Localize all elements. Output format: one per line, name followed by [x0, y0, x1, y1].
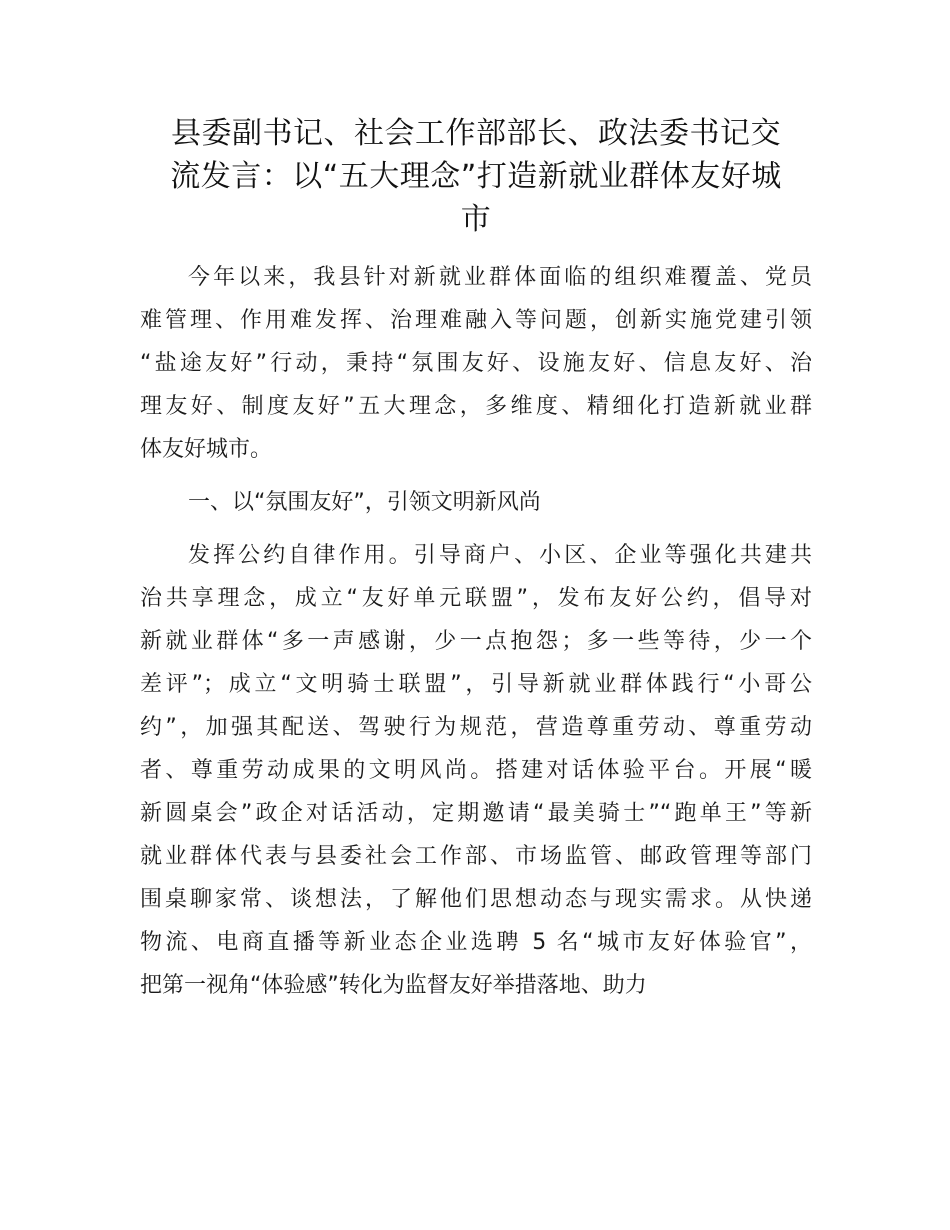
- paragraph-line: 把第一视角“体验感”转化为监督友好举措落地、助力: [140, 973, 647, 998]
- paragraph-line: 体友好城市。: [140, 437, 273, 462]
- paragraph-line: 约”，加强其配送、驾驶行为规范，营造尊重劳动、尊重劳动: [140, 715, 812, 740]
- paragraph-line: 者、尊重劳动成果的文明风尚。搭建对话体验平台。开展“暖: [140, 758, 812, 783]
- paragraph-line: “盐途友好”行动，秉持“氛围友好、设施友好、信息友好、治: [140, 351, 812, 376]
- paragraph-line: 今年以来，我县针对新就业群体面临的组织难覆盖、党员: [188, 265, 812, 290]
- title-line: 市: [460, 202, 492, 237]
- paragraph-line: 就业群体代表与县委社会工作部、市场监管、邮政管理等部门: [140, 844, 812, 869]
- paragraph-line: 差评”；成立“文明骑士联盟”，引导新就业群体践行“小哥公: [140, 672, 812, 697]
- paragraph-section-one: [140, 534, 812, 1007]
- paragraph-line: 物流、电商直播等新业态企业选聘 5 名“城市友好体验官”，: [140, 930, 812, 955]
- title-line: 县委副书记、社会工作部部长、政法委书记交: [171, 116, 781, 151]
- paragraph-line: 围桌聊家常、谈想法，了解他们思想动态与现实需求。从快递: [140, 887, 812, 912]
- paragraph-line: 难管理、作用难发挥、治理难融入等问题，创新实施党建引领: [140, 308, 812, 333]
- heading-line: 一、以“氛围友好”，引领文明新风尚: [188, 490, 541, 515]
- paragraph-line: 治共享理念，成立“友好单元联盟”，发布友好公约，倡导对: [140, 586, 812, 611]
- paragraph-line: 理友好、制度友好”五大理念，多维度、精细化打造新就业群: [140, 394, 812, 419]
- paragraph-line: 新就业群体“多一声感谢，少一点抱怨；多一些等待，少一个: [140, 629, 812, 654]
- document-body: [140, 256, 812, 1007]
- section-heading: [140, 481, 812, 524]
- title-line: 流发言：以“五大理念”打造新就业群体友好城: [170, 159, 782, 194]
- paragraph-line: 发挥公约自律作用。引导商户、小区、企业等强化共建共: [188, 543, 812, 568]
- paragraph-intro: [140, 256, 812, 471]
- paragraph-line: 新圆桌会”政企对话活动，定期邀请“最美骑士”“跑单王”等新: [140, 801, 812, 826]
- document-title: [140, 112, 812, 241]
